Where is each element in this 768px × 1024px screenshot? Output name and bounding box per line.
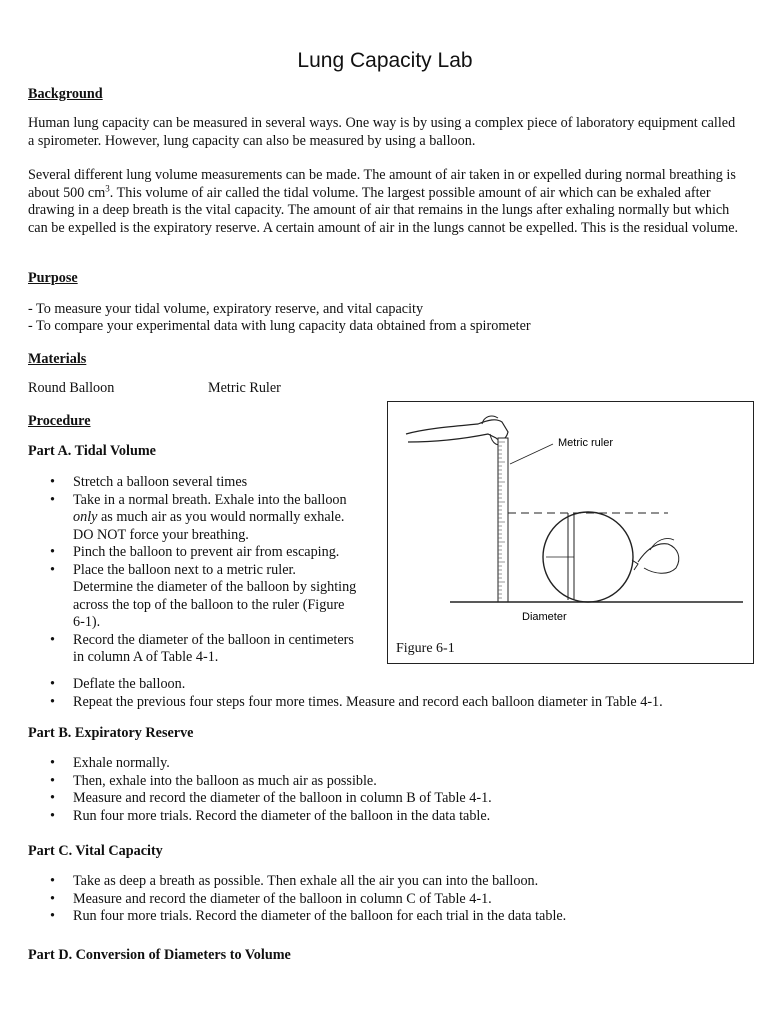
ruler-pointer-line bbox=[510, 444, 553, 464]
part-d-title: Part D. Conversion of Diameters to Volume bbox=[28, 947, 291, 963]
item-text: Deflate the balloon. bbox=[73, 676, 186, 692]
background-heading: Background bbox=[28, 86, 103, 102]
para2-superscript: 3 bbox=[105, 182, 110, 193]
hand-icon bbox=[406, 420, 508, 442]
item-text: Record the diameter of the balloon in centimeters bbox=[73, 631, 354, 648]
item-text: across the top of the balloon to the ruler (Figure bbox=[73, 596, 345, 613]
part-c-title: Part C. Vital Capacity bbox=[28, 843, 163, 859]
diameter-label: Diameter bbox=[522, 611, 567, 623]
page-title: Lung Capacity Lab bbox=[297, 49, 473, 72]
background-paragraph-1: Human lung capacity can be measured in several ways. One way is by using a complex piece of laboratory equipment called a spirometer. However, lung capacity can also be measured by using a balloon. bbox=[28, 115, 736, 149]
list-item bbox=[28, 562, 368, 632]
item-text: Repeat the previous four steps four more times. Measure and record each balloon diameter in Table 4-1. bbox=[73, 693, 663, 710]
purpose-line-1: - To measure your tidal volume, expiratory reserve, and vital capacity bbox=[28, 301, 424, 317]
item-text: Then, exhale into the balloon as much air as possible. bbox=[73, 772, 377, 789]
item-text: as much air as you would normally exhale. bbox=[100, 509, 345, 525]
purpose-line-2: - To compare your experimental data with lung capacity data obtained from a spirometer bbox=[28, 318, 531, 334]
figure-6-1 bbox=[387, 401, 754, 664]
part-a-list bbox=[28, 474, 368, 667]
item-text: Place the balloon next to a metric ruler. bbox=[73, 561, 296, 578]
item-emphasis: only bbox=[73, 509, 98, 525]
balloon-ruler-diagram bbox=[388, 402, 755, 665]
item-text: Take in a normal breath. Exhale into the balloon bbox=[73, 491, 347, 508]
item-text: Run four more trials. Record the diameter of the balloon for each trial in the data table. bbox=[73, 908, 567, 924]
purpose-heading: Purpose bbox=[28, 270, 78, 286]
part-a-list-continued bbox=[28, 676, 742, 711]
para2-after: . This volume of air called the tidal volume. The largest possible amount of air which can be exhaled after drawing in a deep breath is the vital capacity. The amount of air that remains in the lungs after exhaling normally but which can be expelled is the expiratory reserve. A certain amount of air in the lungs cannot be expelled. This is the residual volume. bbox=[28, 184, 739, 236]
figure-caption: Figure 6-1 bbox=[396, 641, 455, 656]
list-item bbox=[28, 694, 742, 712]
part-c-list bbox=[28, 873, 742, 926]
list-item bbox=[28, 676, 742, 694]
item-text: DO NOT force your breathing. bbox=[73, 526, 249, 543]
item-text: Exhale normally. bbox=[73, 755, 170, 771]
material-metric-ruler: Metric Ruler bbox=[208, 380, 281, 396]
para2-before: Several different lung volume measurements can be made. The amount of air taken in or expelled during normal breathing is about 500 cm bbox=[28, 167, 736, 201]
list-item bbox=[28, 474, 368, 492]
part-b-list bbox=[28, 755, 742, 825]
list-item bbox=[28, 773, 742, 791]
list-item bbox=[28, 790, 742, 808]
item-text: Stretch a balloon several times bbox=[73, 474, 248, 490]
material-round-balloon: Round Balloon bbox=[28, 380, 115, 396]
item-text: in column A of Table 4-1. bbox=[73, 649, 219, 665]
item-text: Take as deep a breath as possible. Then exhale all the air you can into the balloon. bbox=[73, 873, 539, 889]
list-item bbox=[28, 873, 742, 891]
part-a-title: Part A. Tidal Volume bbox=[28, 443, 156, 459]
item-text: Pinch the balloon to prevent air from escaping. bbox=[73, 544, 340, 560]
metric-ruler-icon bbox=[498, 438, 508, 602]
list-item bbox=[28, 808, 742, 826]
item-text: Determine the diameter of the balloon by sighting bbox=[73, 579, 357, 595]
list-item bbox=[28, 891, 742, 909]
list-item bbox=[28, 908, 742, 926]
list-item bbox=[28, 755, 742, 773]
part-b-title: Part B. Expiratory Reserve bbox=[28, 725, 194, 741]
item-text: 6-1). bbox=[73, 614, 101, 630]
list-item bbox=[28, 544, 368, 562]
procedure-heading: Procedure bbox=[28, 413, 91, 429]
materials-heading: Materials bbox=[28, 351, 87, 367]
ruler-label: Metric ruler bbox=[558, 437, 614, 449]
list-item bbox=[28, 492, 368, 545]
item-text: Measure and record the diameter of the balloon in column B of Table 4-1. bbox=[73, 790, 492, 806]
background-paragraph-2 bbox=[28, 167, 742, 237]
item-text: Measure and record the diameter of the balloon in column C of Table 4-1. bbox=[73, 890, 492, 907]
item-text: Run four more trials. Record the diameter of the balloon in the data table. bbox=[73, 807, 491, 824]
list-item bbox=[28, 632, 368, 667]
pinching-hand-icon bbox=[638, 544, 679, 574]
